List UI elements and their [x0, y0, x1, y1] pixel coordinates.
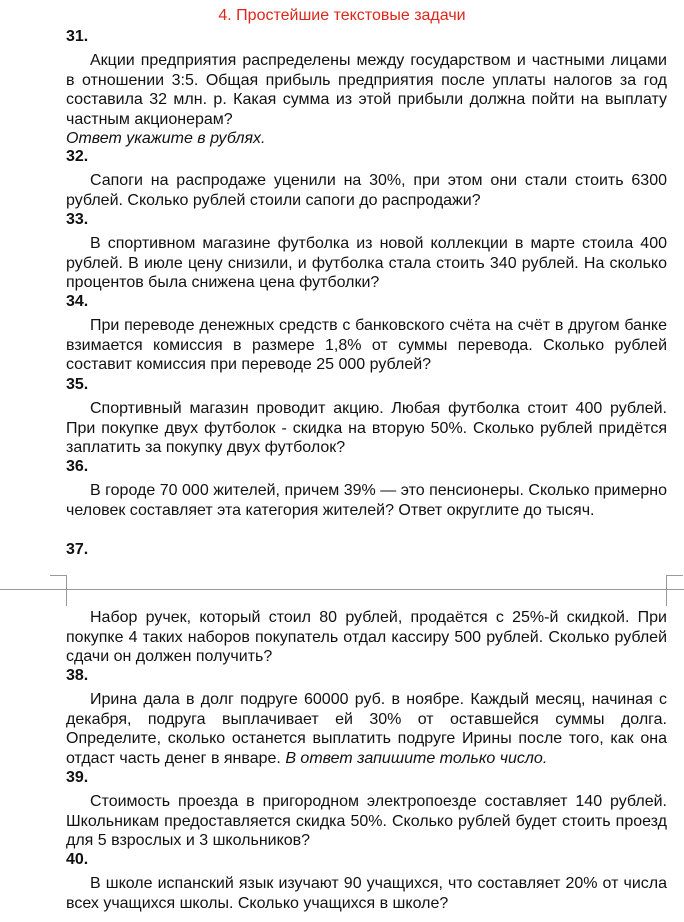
task-36: [66, 481, 667, 520]
task-33: [66, 234, 667, 293]
task-39: [66, 792, 667, 851]
task-text: Набор ручек, который стоил 80 рублей, продаётся с 25%-й скидкой. При покупке 4 таких наборов покупатель отдал кассиру 500 рублей. Сколько рублей сдачи он должен получить?: [66, 609, 667, 665]
task-text: Стоимость проезда в пригородном электропоезде составляет 140 рублей. Школьникам предоставляется скидка 50%. Сколько рублей будет стоить проезд для 5 взрослых и 3 школьников?: [66, 793, 667, 849]
task-text: В школе испанский язык изучают 90 учащихся, что составляет 20% от числа всех учащихся школы. Сколько учащихся в школе?: [66, 875, 667, 912]
task-text: При переводе денежных средств с банковского счёта на счёт в другом банке взимается комиссия в размере 1,8% от суммы перевода. Сколько рублей составит комиссия при переводе 25 000 рублей?: [66, 317, 667, 373]
task-inline-note: В ответ запишите только число.: [285, 749, 548, 767]
page-corner-mark: [50, 575, 67, 606]
task-number-34: 34.: [66, 293, 89, 310]
task-number-39: 39.: [66, 769, 89, 786]
page-corner-mark: [666, 575, 683, 606]
task-number-40: 40.: [66, 851, 89, 868]
task-text: Сапоги на распродаже уценили на 30%, при этом они стали стоить 6300 рублей. Сколько рублей стоили сапоги до распродажи?: [66, 172, 667, 209]
task-38: [66, 690, 667, 768]
task-32: [66, 171, 667, 210]
task-text: Спортивный магазин проводит акцию. Любая футболка стоит 400 рублей. При покупке двух футболок - скидка на вторую 50%. Сколько рублей придётся заплатить за покупку двух футболок?: [66, 400, 667, 456]
task-31: [66, 51, 667, 149]
task-number-32: 32.: [66, 148, 89, 165]
task-note: Ответ укажите в рублях.: [66, 130, 266, 147]
task-number-38: 38.: [66, 667, 89, 684]
task-text-main: Ирина дала в долг подруге 60000 руб. в ноябре. Каждый месяц, начиная с декабря, подруга выплачивает ей 30% от оставшейся суммы долга. Определите, сколько останется выплатить подруге Ирины после того, как она отдаст часть денег в январе.: [66, 691, 667, 767]
task-number-31: 31.: [66, 28, 89, 45]
task-text: В городе 70 000 жителей, причем 39% — это пенсионеры. Сколько примерно человек составляет эта категория жителей? Ответ округлите до тысяч.: [66, 482, 667, 519]
page-break-line: [0, 589, 684, 590]
task-35: [66, 399, 667, 458]
task-number-33: 33.: [66, 211, 89, 228]
task-number-37: 37.: [66, 541, 89, 558]
task-number-36: 36.: [66, 458, 89, 475]
task-number-35: 35.: [66, 376, 89, 393]
task-37: [66, 608, 667, 667]
task-34: [66, 316, 667, 375]
task-text: В спортивном магазине футболка из новой коллекции в марте стоила 400 рублей. В июле цену снизили, и футболка стала стоить 340 рублей. На сколько процентов была снижена цена футболки?: [66, 235, 667, 291]
section-title: 4. Простейшие текстовые задачи: [218, 7, 466, 24]
task-text: [66, 690, 667, 768]
task-text: Акции предприятия распределены между государством и частными лицами в отношении 3:5. Общая прибыль предприятия после уплаты налогов за год составила 32 млн. р. Какая сумма из этой прибыли должна пойти на выплату частным акционерам?: [66, 52, 667, 128]
task-40: [66, 874, 667, 913]
